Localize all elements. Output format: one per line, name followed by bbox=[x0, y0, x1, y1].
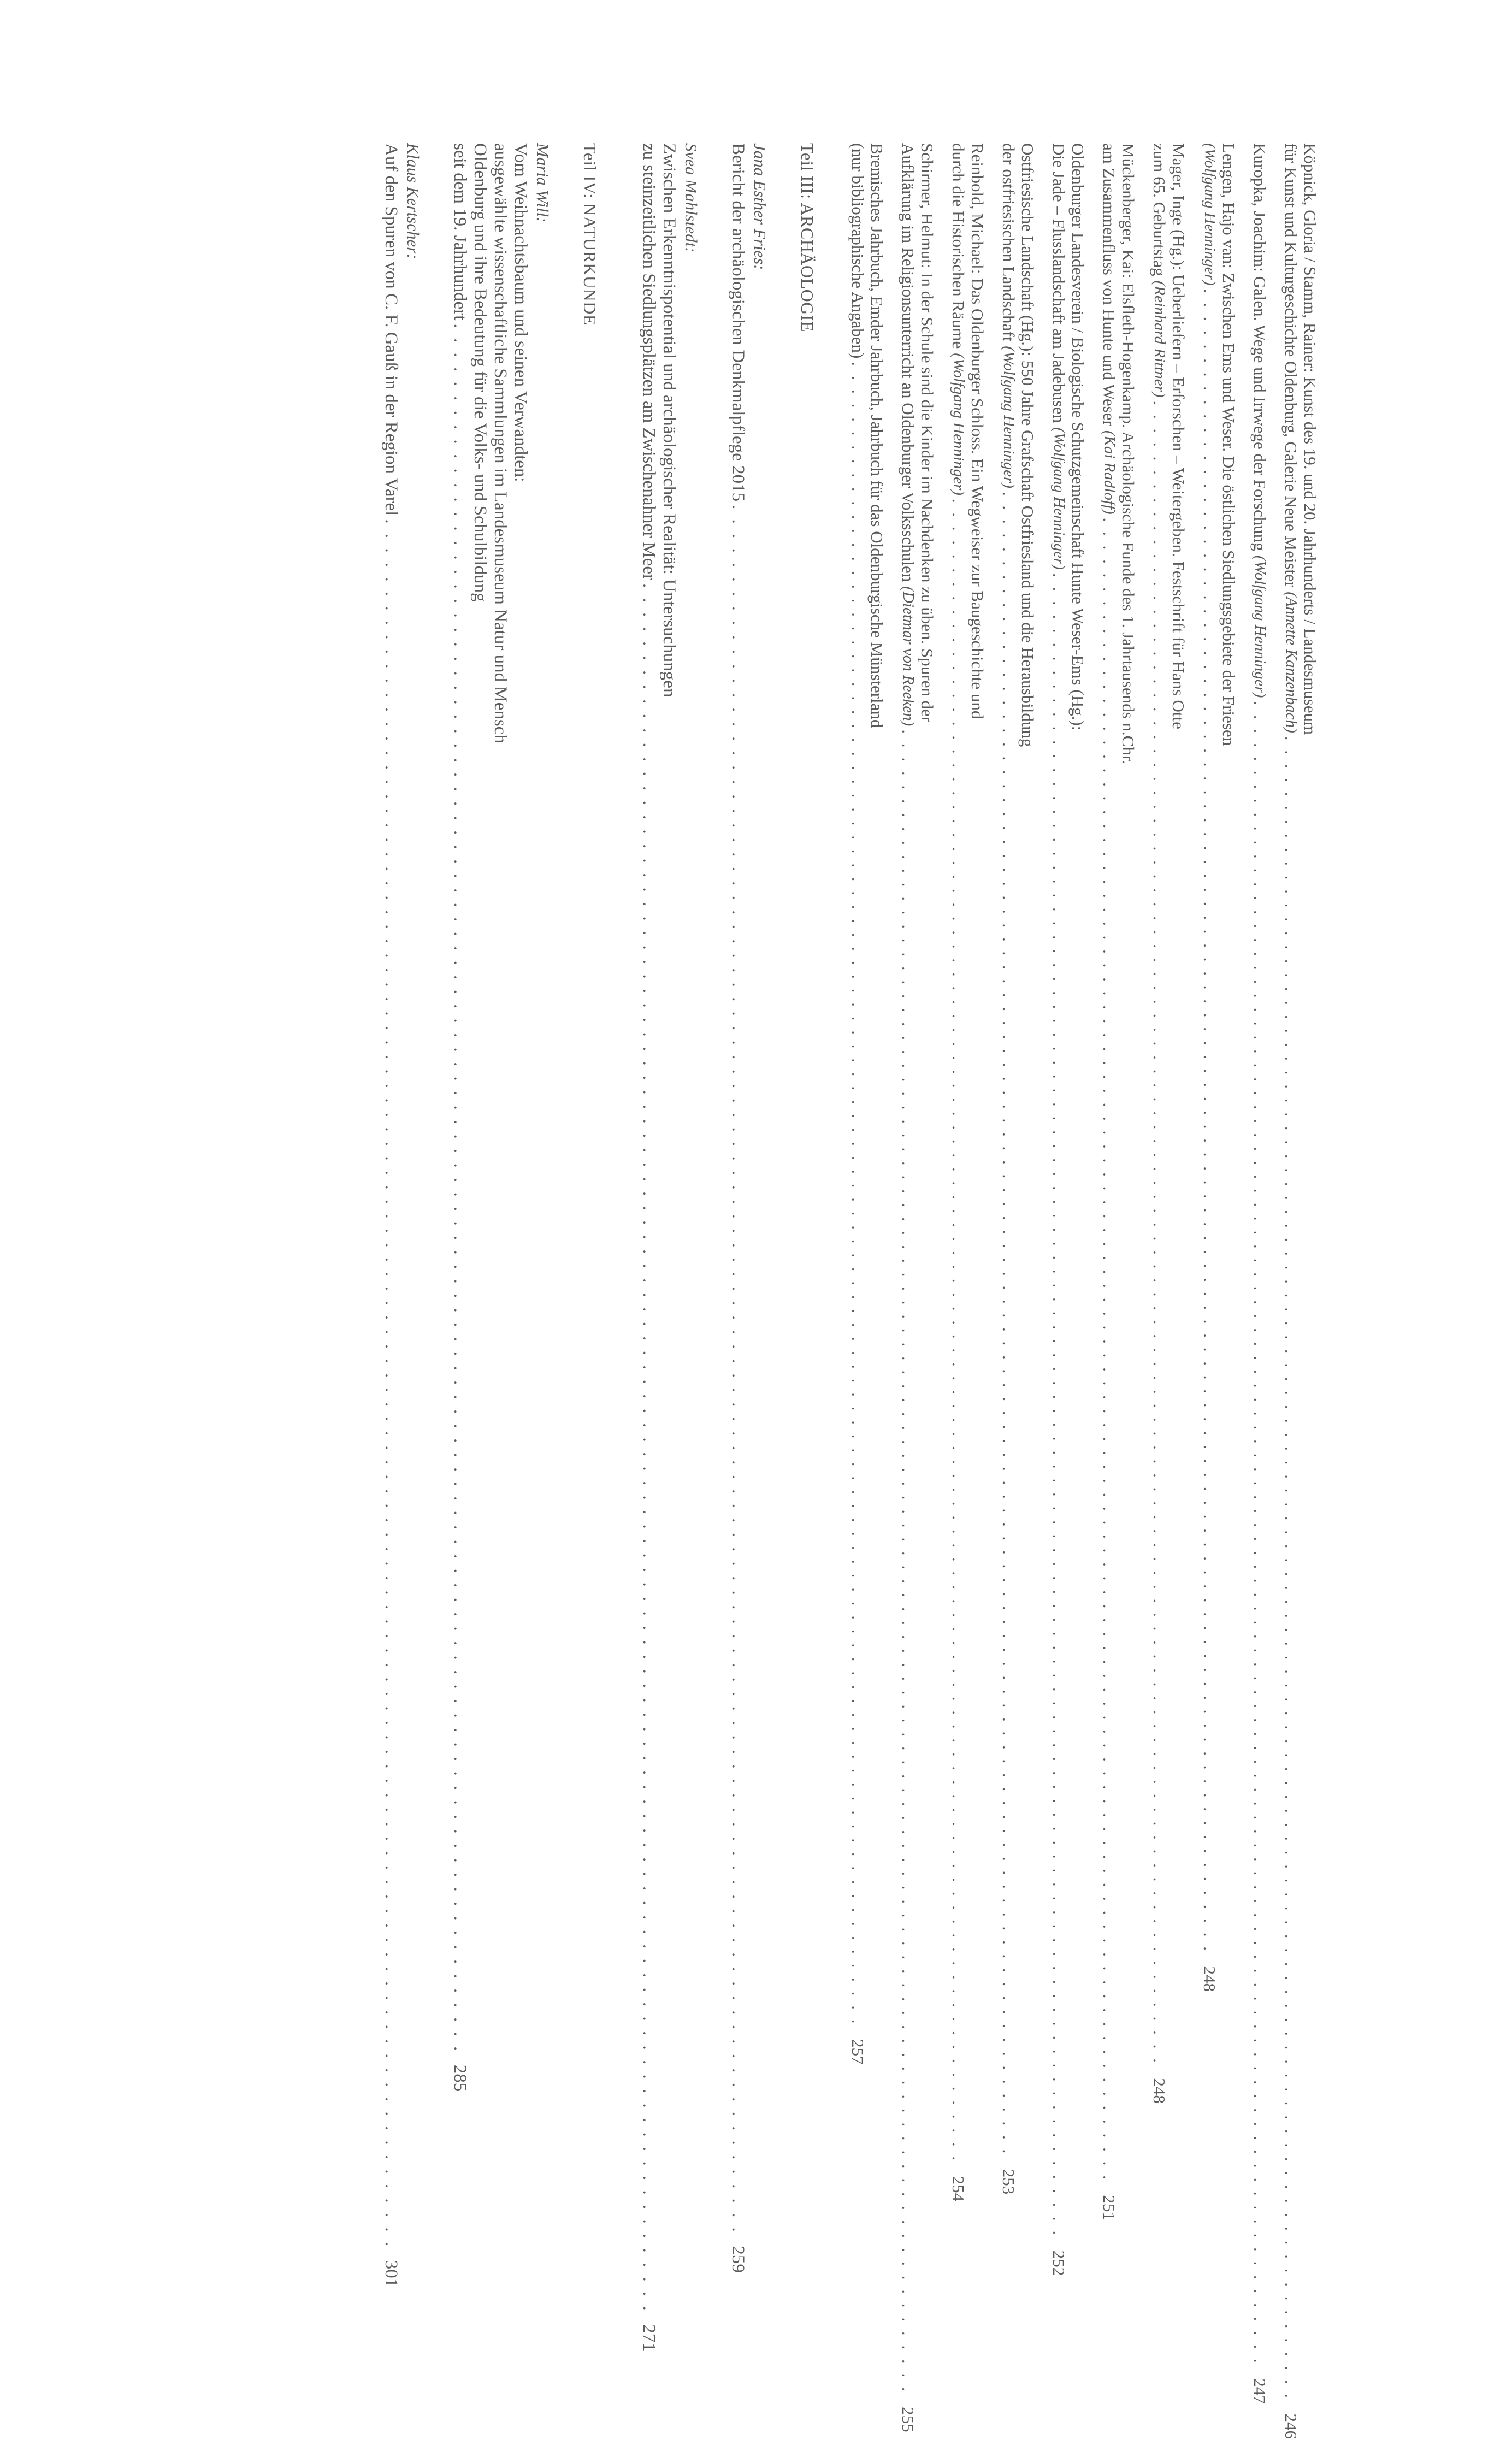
section-archaeology-articles bbox=[639, 143, 770, 2352]
page-number: 257 bbox=[848, 2039, 867, 2065]
article-last-line bbox=[381, 143, 401, 2288]
toc-entry bbox=[1150, 143, 1188, 2104]
section-heading-natural-history: Teil IV: NATURKUNDE bbox=[580, 143, 600, 326]
reviewer-name: (Kai Radloff) bbox=[1101, 430, 1118, 515]
article-entry bbox=[450, 143, 553, 2092]
entry-line: der ostfriesischen Landschaft bbox=[999, 143, 1018, 342]
article-author: Klaus Kertscher: bbox=[404, 143, 423, 259]
section-heading-archaeology: Teil III: ARCHÄOLOGIE bbox=[798, 143, 817, 332]
article-title-line: Oldenburg und ihre Bedeutung für die Volks- und Schulbildung bbox=[470, 143, 490, 602]
dot-leader: . . . . . . . . . . . . . . . . . . . . . . . . . . . . . . . . . . . . . . . . . . . . . . . . . . . . . . . . . . . . . . . . . . . . . . . . . . . . . . . . . . . . . . . . . . . . . . . . . . . . . . . . . . . . . . . . . . . . . . . . bbox=[1200, 288, 1219, 1953]
toc-entry bbox=[1281, 143, 1320, 2439]
entry-last-line bbox=[1281, 143, 1301, 2439]
review-list bbox=[848, 143, 1320, 2439]
reviewer-name: (Wolfgang Henninger) bbox=[1251, 555, 1269, 698]
entry-last-line bbox=[1150, 143, 1169, 2104]
article-entry bbox=[728, 143, 770, 2273]
toc-entry bbox=[1100, 143, 1138, 2221]
toc-entry bbox=[999, 143, 1037, 2195]
entry-line: Aufklärung im Religionsunterricht an Oldenburger Volksschulen bbox=[899, 143, 918, 582]
page-number: 259 bbox=[728, 2246, 748, 2273]
entry-line: Mückenberger, Kai: Elsfleth-Hogenkamp. Archäologische Funde des 1. Jahrtausends n.Chr. bbox=[1119, 143, 1138, 765]
article-title-line: Auf den Spuren von C. F. Gauß in der Region Varel bbox=[381, 143, 401, 516]
dot-leader: . . . . . . . . . . . . . . . . . . . . . . . . . . . . . . . . . . . . . . . . . . . . . . . . . . . . . . . . . . . . . . . . . . . . . . . . . . . . . . . . . . . . . . . . . . . . . . . . . . . . . . . . . . . . . . . . . . . . . . . . bbox=[381, 519, 401, 2249]
article-entry bbox=[381, 143, 423, 2288]
reviewer-name: (Reinhard Rittner) bbox=[1151, 280, 1168, 398]
page-number: 252 bbox=[1049, 2250, 1068, 2276]
page-number: 285 bbox=[450, 2064, 470, 2092]
dot-leader: . . . . . . . . . . . . . . . . . . . . . . . . . . . . . . . . . . . . . . . . . . . . . . . . . . . . . . . . . . . . . . . . . . . . . . . . . . . . . . . . . . . . . . . . . . . . . . . . . . . . . . . . . . . . . . . . . . . . . . . . bbox=[899, 729, 918, 2394]
entry-line: für Kunst und Kulturgeschichte Oldenburg, Galerie Neue Meister bbox=[1281, 143, 1301, 588]
page-number: 254 bbox=[949, 2176, 968, 2202]
page-number: 301 bbox=[381, 2260, 401, 2288]
page-number: 255 bbox=[899, 2407, 918, 2432]
entry-line: am Zusammenfluss von Hunte und Weser bbox=[1100, 143, 1119, 426]
dot-leader: . . . . . . . . . . . . . . . . . . . . . . . . . . . . . . . . . . . . . . . . . . . . . . . . . . . . . . . . . . . . . . . . . . . . . . . . . . . . . . . . . . . . . . . . . . . . . . . . . . . . . . . . . . . . . . . . . . . . . . . . bbox=[848, 362, 867, 2027]
entry-line: Schirmer, Helmut: In der Schule sind die Kinder im Nachdenken zu üben. Spuren der bbox=[918, 143, 937, 723]
article-title-line: Bericht der archäologischen Denkmalpflege 2015 bbox=[728, 143, 748, 502]
page-number: 248 bbox=[1200, 1966, 1219, 1992]
dot-leader: . . . . . . . . . . . . . . . . . . . . . . . . . . . . . . . . . . . . . . . . . . . . . . . . . . . . . . . . . . . . . . . . . . . . . . . . . . . . . . . . . . . . . . . . . . . . . . . . . . . . . . . . . . . . . . . . . . . . . . . . bbox=[450, 323, 470, 2054]
section-natural-history-articles bbox=[381, 143, 553, 2288]
article-title-line: seit dem 19. Jahrhundert bbox=[450, 143, 470, 321]
reviewer-name: (Wolfgang Henninger) bbox=[1000, 346, 1018, 488]
entry-line: Köpnick, Gloria / Stamm, Rainer: Kunst des 19. und 20. Jahrhunderts / Landesmuseum bbox=[1301, 143, 1320, 735]
article-last-line bbox=[639, 143, 659, 2352]
entry-line: Mager, Inge (Hg.): Ueberliefern – Erforschen – Weitergeben. Festschrift für Hans Otte bbox=[1169, 143, 1188, 729]
table-of-contents bbox=[162, 143, 1320, 2439]
entry-line: Kuropka, Joachim: Galen. Wege und Irrwege der Forschung bbox=[1250, 143, 1269, 551]
dot-leader: . . . . . . . . . . . . . . . . . . . . . . . . . . . . . . . . . . . . . . . . . . . . . . . . . . . . . . . . . . . . . . . . . . . . . . . . . . . . . . . . . . . . . . . . . . . . . . . . . . . . . . . . . . . . . . . . . . . . . . . . bbox=[1250, 701, 1269, 2366]
entry-line: Ostfriesische Landschaft (Hg.): 550 Jahre Grafschaft Ostfriesland und die Herausbildung bbox=[1018, 143, 1037, 747]
toc-entry bbox=[1250, 143, 1269, 2404]
entry-last-line bbox=[848, 143, 867, 2065]
entry-line: Die Jade – Flusslandschaft am Jadebusen bbox=[1049, 143, 1068, 423]
entry-line: Lengen, Hajo van: Zwischen Ems und Weser. Die östlichen Siedlungsgebiete der Friesen bbox=[1219, 143, 1238, 746]
entry-line: Bremisches Jahrbuch, Emder Jahrbuch, Jahrbuch für das Oldenburgische Münsterland bbox=[867, 143, 887, 728]
dot-leader: . . . . . . . . . . . . . . . . . . . . . . . . . . . . . . . . . . . . . . . . . . . . . . . . . . . . . . . . . . . . . . . . . . . . . . . . . . . . . . . . . . . . . . . . . . . . . . . . . . . . . . . . . . . . . . . . . . . . . . . . bbox=[999, 491, 1018, 2157]
article-title-line: Zwischen Erkenntnispotential und archäologischer Realität: Untersuchungen bbox=[659, 143, 679, 698]
reviewer-name: (Wolfgang Henninger) bbox=[950, 353, 967, 495]
toc-entry bbox=[949, 143, 987, 2202]
reviewer-name: (Wolfgang Henninger) bbox=[1050, 427, 1068, 570]
toc-entry bbox=[899, 143, 937, 2432]
dot-leader: . . . . . . . . . . . . . . . . . . . . . . . . . . . . . . . . . . . . . . . . . . . . . . . . . . . . . . . . . . . . . . . . . . . . . . . . . . . . . . . . . . . . . . . . . . . . . . . . . . . . . . . . . . . . . . . . . . . . . . . . bbox=[1100, 517, 1119, 2182]
entry-last-line bbox=[1049, 143, 1068, 2276]
entry-line: Oldenburger Landesverein / Biologische Schutzgemeinschaft Hunte Weser-Ems (Hg.): bbox=[1068, 143, 1088, 731]
article-last-line bbox=[450, 143, 470, 2092]
page-number: 248 bbox=[1150, 2078, 1169, 2104]
page-number: 251 bbox=[1100, 2195, 1119, 2221]
article-last-line bbox=[728, 143, 748, 2273]
entry-line: (nur bibliographische Angaben) bbox=[848, 143, 867, 359]
dot-leader: . . . . . . . . . . . . . . . . . . . . . . . . . . . . . . . . . . . . . . . . . . . . . . . . . . . . . . . . . . . . . . . . . . . . . . . . . . . . . . . . . . . . . . . . . . . . . . . . . . . . . . . . . . . . . . . . . . . . . . . . bbox=[639, 583, 659, 2313]
entry-line: zum 65. Geburtstag bbox=[1150, 143, 1169, 276]
entry-last-line bbox=[1100, 143, 1119, 2221]
dot-leader: . . . . . . . . . . . . . . . . . . . . . . . . . . . . . . . . . . . . . . . . . . . . . . . . . . . . . . . . . . . . . . . . . . . . . . . . . . . . . . . . . . . . . . . . . . . . . . . . . . . . . . . . . . . . . . . . . . . . . . . . bbox=[1049, 572, 1068, 2238]
entry-last-line bbox=[999, 143, 1018, 2195]
reviewer-name: (Wolfgang Henninger) bbox=[1201, 143, 1219, 286]
page-number: 253 bbox=[999, 2169, 1018, 2195]
entry-last-line bbox=[899, 143, 918, 2432]
toc-entry bbox=[1049, 143, 1088, 2276]
entry-line: Reinbold, Michael: Das Oldenburger Schloss. Ein Wegweiser zur Baugeschichte und bbox=[968, 143, 987, 719]
entry-last-line bbox=[949, 143, 968, 2202]
toc-entry bbox=[848, 143, 887, 2065]
article-title-line: ausgewählte wissenschaftliche Sammlungen im Landesmuseum Natur und Mensch bbox=[491, 143, 510, 743]
dot-leader: . . . . . . . . . . . . . . . . . . . . . . . . . . . . . . . . . . . . . . . . . . . . . . . . . . . . . . . . . . . . . . . . . . . . . . . . . . . . . . . . . . . . . . . . . . . . . . . . . . . . . . . . . . . . . . . . . . . . . . . . bbox=[1281, 736, 1301, 2401]
article-entry bbox=[639, 143, 701, 2352]
article-author: Maria Will: bbox=[533, 143, 552, 223]
entry-last-line bbox=[1250, 143, 1269, 2404]
reviewer-name: (Dietmar von Reeken) bbox=[900, 586, 917, 727]
entry-last-line bbox=[1200, 143, 1219, 1992]
page-number: 247 bbox=[1250, 2378, 1269, 2404]
dot-leader: . . . . . . . . . . . . . . . . . . . . . . . . . . . . . . . . . . . . . . . . . . . . . . . . . . . . . . . . . . . . . . . . . . . . . . . . . . . . . . . . . . . . . . . . . . . . . . . . . . . . . . . . . . . . . . . . . . . . . . . . bbox=[728, 505, 748, 2235]
dot-leader: . . . . . . . . . . . . . . . . . . . . . . . . . . . . . . . . . . . . . . . . . . . . . . . . . . . . . . . . . . . . . . . . . . . . . . . . . . . . . . . . . . . . . . . . . . . . . . . . . . . . . . . . . . . . . . . . . . . . . . . . bbox=[949, 498, 968, 2164]
entry-line: durch die Historischen Räume bbox=[949, 143, 968, 349]
article-title-line: Vom Weihnachtsbaum und seinen Verwandten: bbox=[511, 143, 530, 482]
dot-leader: . . . . . . . . . . . . . . . . . . . . . . . . . . . . . . . . . . . . . . . . . . . . . . . . . . . . . . . . . . . . . . . . . . . . . . . . . . . . . . . . . . . . . . . . . . . . . . . . . . . . . . . . . . . . . . . . . . . . . . . . bbox=[1150, 400, 1169, 2065]
article-title-line: zu steinzeitlichen Siedlungsplätzen am Zwischenahner Meer bbox=[639, 143, 659, 580]
reviewer-name: (Annette Kanzenbach) bbox=[1283, 592, 1300, 733]
article-author: Jana Esther Fries: bbox=[751, 143, 770, 270]
page-number: 271 bbox=[639, 2324, 659, 2352]
toc-entry bbox=[1200, 143, 1238, 1992]
article-author: Svea Mahlstedt: bbox=[682, 143, 701, 253]
page-number: 246 bbox=[1281, 2413, 1301, 2439]
